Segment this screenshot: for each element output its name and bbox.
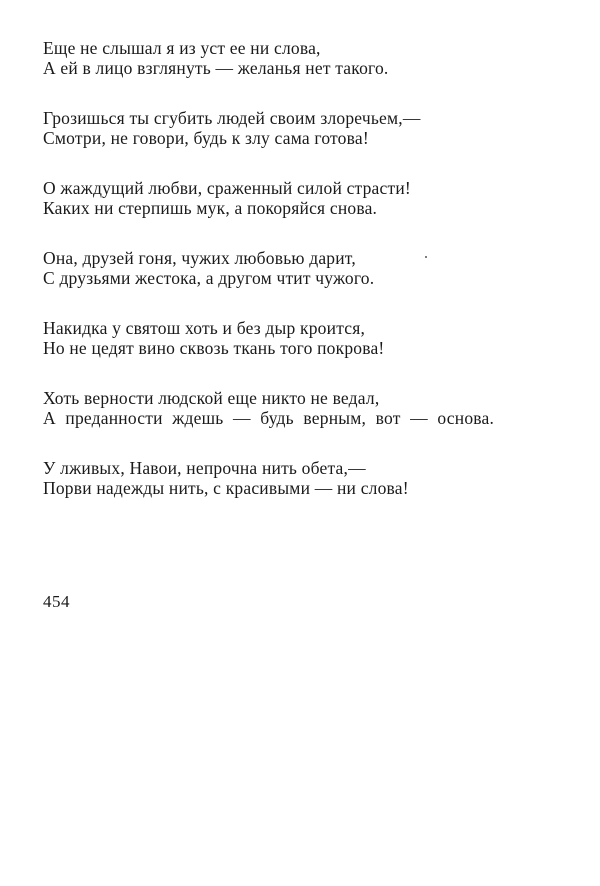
poem-line: С друзьями жестока, а другом чтит чужого. (43, 268, 375, 288)
poem-line: Накидка у святош хоть и без дыр кроится, (43, 318, 366, 338)
poem-line: Еще не слышал я из уст ее ни слова, (43, 38, 321, 58)
stanza-5 (43, 318, 563, 358)
print-speck (425, 256, 427, 258)
stanza-2 (43, 108, 563, 148)
stanza-1 (43, 38, 563, 78)
poem-line: Но не цедят вино сквозь ткань того покрова! (43, 338, 385, 358)
poem-line: Каких ни стерпишь мук, а покоряйся снова. (43, 198, 378, 218)
poem-line: Смотри, не говори, будь к злу сама готова! (43, 128, 369, 148)
poem-line: Она, друзей гоня, чужих любовью дарит, (43, 248, 356, 268)
stanza-6 (43, 388, 563, 428)
stanza-7 (43, 458, 563, 498)
poem-line: О жаждущий любви, сраженный силой страсти! (43, 178, 411, 198)
poem-line: Грозишься ты сгубить людей своим злоречьем,— (43, 108, 421, 128)
poem-line: У лживых, Навои, непрочна нить обета,— (43, 458, 366, 478)
poem-line: Порви надежды нить, с красивыми — ни слова! (43, 478, 409, 498)
stanza-4 (43, 248, 563, 288)
stanza-3 (43, 178, 563, 218)
poem-line: А ей в лицо взглянуть — желанья нет такого. (43, 58, 389, 78)
poem-line: А преданности ждешь — будь верным, вот — основа. (43, 408, 495, 428)
poem (43, 38, 563, 528)
page-number: 454 (43, 592, 70, 611)
poem-line: Хоть верности людской еще никто не ведал, (43, 388, 380, 408)
